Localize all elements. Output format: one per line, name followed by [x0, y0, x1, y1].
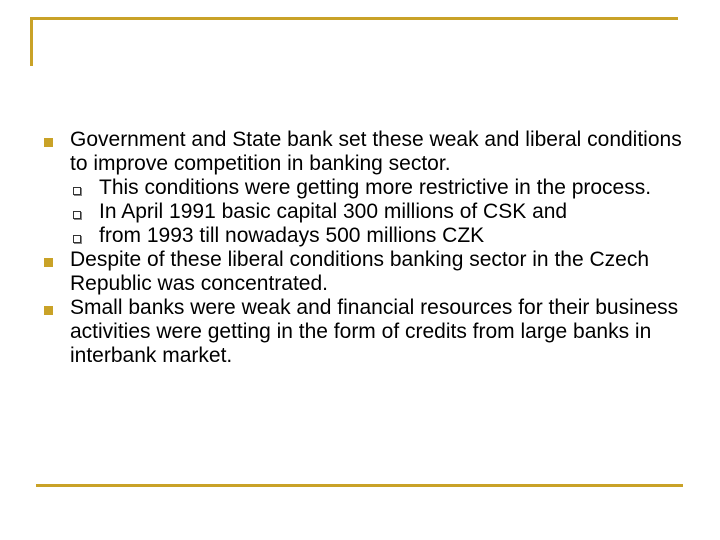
sub-bullet-text-2: In April 1991 basic capital 300 millions of CSK and [99, 200, 568, 223]
square-bullet-icon [44, 306, 53, 315]
bullet-list [40, 128, 690, 368]
sub-bullet-item-1 [40, 176, 690, 200]
hollow-square-bullet-icon [73, 211, 81, 219]
bottom-border-line [36, 484, 683, 487]
sub-bullet-text-3: from 1993 till nowadays 500 millions CZK [99, 224, 485, 247]
bullet-text-3: Small banks were weak and financial resources for their business activities were getting in the form of credits from large banks in interbank market. [70, 296, 679, 367]
square-bullet-icon [44, 258, 53, 267]
sub-bullet-text-1: This conditions were getting more restrictive in the process. [99, 176, 652, 199]
left-border-line [30, 17, 33, 66]
hollow-square-bullet-icon [73, 235, 81, 243]
bullet-text-2: Despite of these liberal conditions banking sector in the Czech Republic was concentrated. [70, 248, 649, 295]
bullet-text-1: Government and State bank set these weak and liberal conditions to improve competition in banking sector. [70, 128, 682, 175]
top-border-line [30, 17, 678, 20]
bullet-item-3 [40, 296, 690, 368]
sub-bullet-item-3 [40, 224, 690, 248]
hollow-square-bullet-icon [73, 187, 81, 195]
bullet-item-2 [40, 248, 690, 296]
square-bullet-icon [44, 138, 53, 147]
bullet-item-1 [40, 128, 690, 176]
sub-bullet-item-2 [40, 200, 690, 224]
